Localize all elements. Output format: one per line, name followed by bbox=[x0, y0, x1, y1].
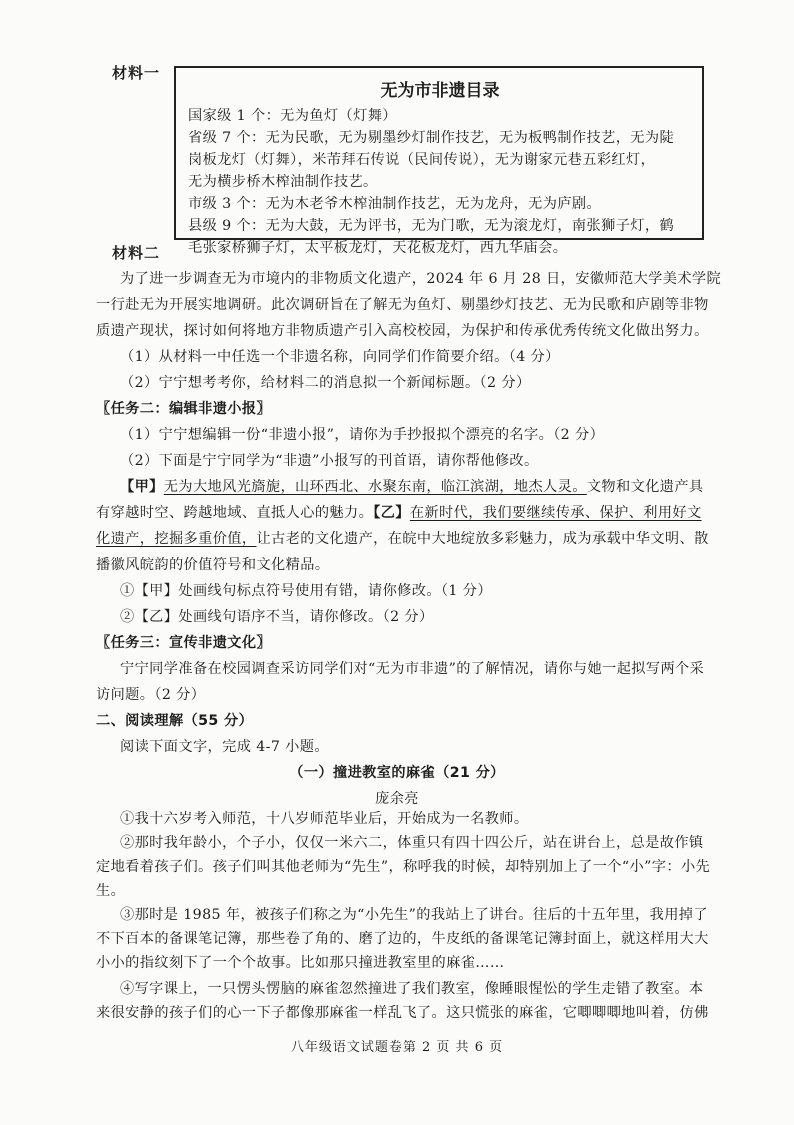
article-line: ①我十六岁考入师范，十八岁师范毕业后，开始成为一名教师。 bbox=[120, 811, 529, 827]
foreword-text: 让古老的文化遗产，在皖中大地绽放多彩魅力，成为承载中华文明、散 bbox=[256, 531, 709, 547]
article-line: 小小的指纹刻下了一个个故事。比如那只撞进教室里的麻雀…… bbox=[96, 955, 505, 971]
task2-heading: 〖任务二：编辑非遗小报〗 bbox=[96, 401, 272, 417]
catalog-line: 市级 3 个：无为木老爷木榨油制作技艺，无为龙舟，无为庐剧。 bbox=[188, 196, 602, 212]
question-text: ②【乙】处画线句语序不当，请你修改。（2 分） bbox=[120, 609, 434, 625]
foreword-line bbox=[120, 476, 704, 496]
foreword-line: 播徽风皖韵的价值符号和文化精品。 bbox=[96, 557, 330, 573]
material1-label: 材料一 bbox=[112, 64, 161, 82]
article-line: ④写字课上，一只愣头愣脑的麻雀忽然撞进了我们教室，像睡眼惺忪的学生走错了教室。本 bbox=[120, 981, 704, 997]
article-line: 定地看着孩子们。孩子们叫其他老师为“先生”，称呼我的时候，却特别加上了一个“小”字：小先 bbox=[96, 859, 711, 875]
catalog-line: 省级 7 个：无为民歌，无为剔墨纱灯制作技艺，无为板鸭制作技艺，无为陡 bbox=[188, 130, 675, 146]
material2-paragraph-line: 一行赴无为开展实地调研。此次调研旨在了解无为鱼灯、剔墨纱灯技艺、无为民歌和庐剧等非物 bbox=[96, 297, 709, 313]
foreword-text: 有穿越时空、跨越地域、直抵人心的魅力。 bbox=[96, 505, 374, 521]
catalog-line: 岗板龙灯（灯舞），米芾拜石传说（民间传说），无为谢家元巷五彩红灯， bbox=[188, 152, 656, 168]
question-text: ①【甲】处画线句标点符号使用有错，请你修改。（1 分） bbox=[120, 583, 492, 599]
article-line: ②那时我年龄小，个子小，仅仅一米六二，体重只有四十四公斤，站在讲台上，总是故作镇 bbox=[120, 835, 704, 851]
jia-tag: 【甲】 bbox=[120, 479, 164, 495]
catalog-line: 国家级 1 个：无为鱼灯（灯舞） bbox=[188, 108, 397, 124]
article-line: 来很安静的孩子们的心一下子都像那麻雀一样乱飞了。这只慌张的麻雀，它唧唧唧地叫着，仿佛 bbox=[96, 1005, 709, 1021]
question-text: （1）从材料一中任选一个非遗名称，向同学们作简要介绍。（4 分） bbox=[120, 349, 560, 365]
yi-underlined-sentence: 化遗产，挖掘多重价值， bbox=[96, 531, 257, 547]
catalog-line: 县级 9 个：无为大鼓，无为评书，无为门歌，无为滚龙灯，南张狮子灯，鹤 bbox=[188, 218, 675, 234]
material2-label: 材料二 bbox=[112, 244, 161, 262]
section2-heading: 二、阅读理解（55 分） bbox=[96, 713, 254, 729]
article-line: 不下百本的备课笔记簿，那些卷了角的、磨了边的，牛皮纸的备课笔记簿封面上，就这样用大大 bbox=[96, 931, 709, 947]
article-title: （一）撞进教室的麻雀（21 分） bbox=[289, 765, 505, 781]
catalog-line: 毛张家桥狮子灯，太平板龙灯，天花板龙灯，西九华庙会。 bbox=[188, 240, 568, 256]
material2-paragraph-line: 质遗产现状，探讨如何将地方非物质遗产引入高校校园，为保护和传承优秀传统文化做出努力。 bbox=[96, 323, 709, 339]
task3-heading: 〖任务三：宣传非遗文化〗 bbox=[96, 635, 272, 651]
task3-text: 访问题。（2 分） bbox=[96, 687, 206, 703]
question-text: （1）宁宁想编辑一份“非遗小报”，请你为手抄报拟个漂亮的名字。（2 分） bbox=[120, 427, 605, 443]
yi-tag: 【乙】 bbox=[373, 505, 410, 521]
page-footer: 八年级语文试题卷第 2 页 共 6 页 bbox=[290, 1040, 504, 1055]
task3-text: 宁宁同学准备在校园调查采访同学们对“无为市非遗”的了解情况，请你与她一起拟写两个采 bbox=[120, 661, 705, 677]
material2-paragraph-line: 为了进一步调查无为市境内的非物质文化遗产，2024 年 6 月 28 日，安徽师范大学美术学院 bbox=[120, 271, 722, 287]
article-line: 生。 bbox=[96, 883, 126, 899]
heritage-catalog-box bbox=[174, 66, 704, 256]
article-line: ③那时是 1985 年，被孩子们称之为“小先生”的我站上了讲台。往后的十五年里，我用掉了 bbox=[120, 907, 708, 923]
catalog-line: 无为横步桥木榨油制作技艺。 bbox=[188, 174, 378, 190]
question-text: （2）宁宁想考考你，给材料二的消息拟一个新闻标题。（2 分） bbox=[120, 375, 531, 391]
jia-underlined-sentence: 无为大地风光旖旎，山环西北、水聚东南，临江滨湖，地杰人灵。 bbox=[163, 479, 587, 495]
catalog-title: 无为市非遗目录 bbox=[380, 81, 500, 101]
foreword-text: 文物和文化遗产具 bbox=[586, 479, 704, 495]
yi-underlined-sentence: 在新时代，我们要继续传承、保护、利用好文 bbox=[409, 505, 702, 521]
article-author: 庞余亮 bbox=[375, 791, 419, 807]
foreword-line bbox=[96, 528, 709, 548]
section2-intro: 阅读下面文字，完成 4-7 小题。 bbox=[120, 739, 329, 755]
question-text: （2）下面是宁宁同学为“非遗”小报写的刊首语，请你帮他修改。 bbox=[120, 453, 539, 469]
foreword-line bbox=[96, 502, 702, 522]
